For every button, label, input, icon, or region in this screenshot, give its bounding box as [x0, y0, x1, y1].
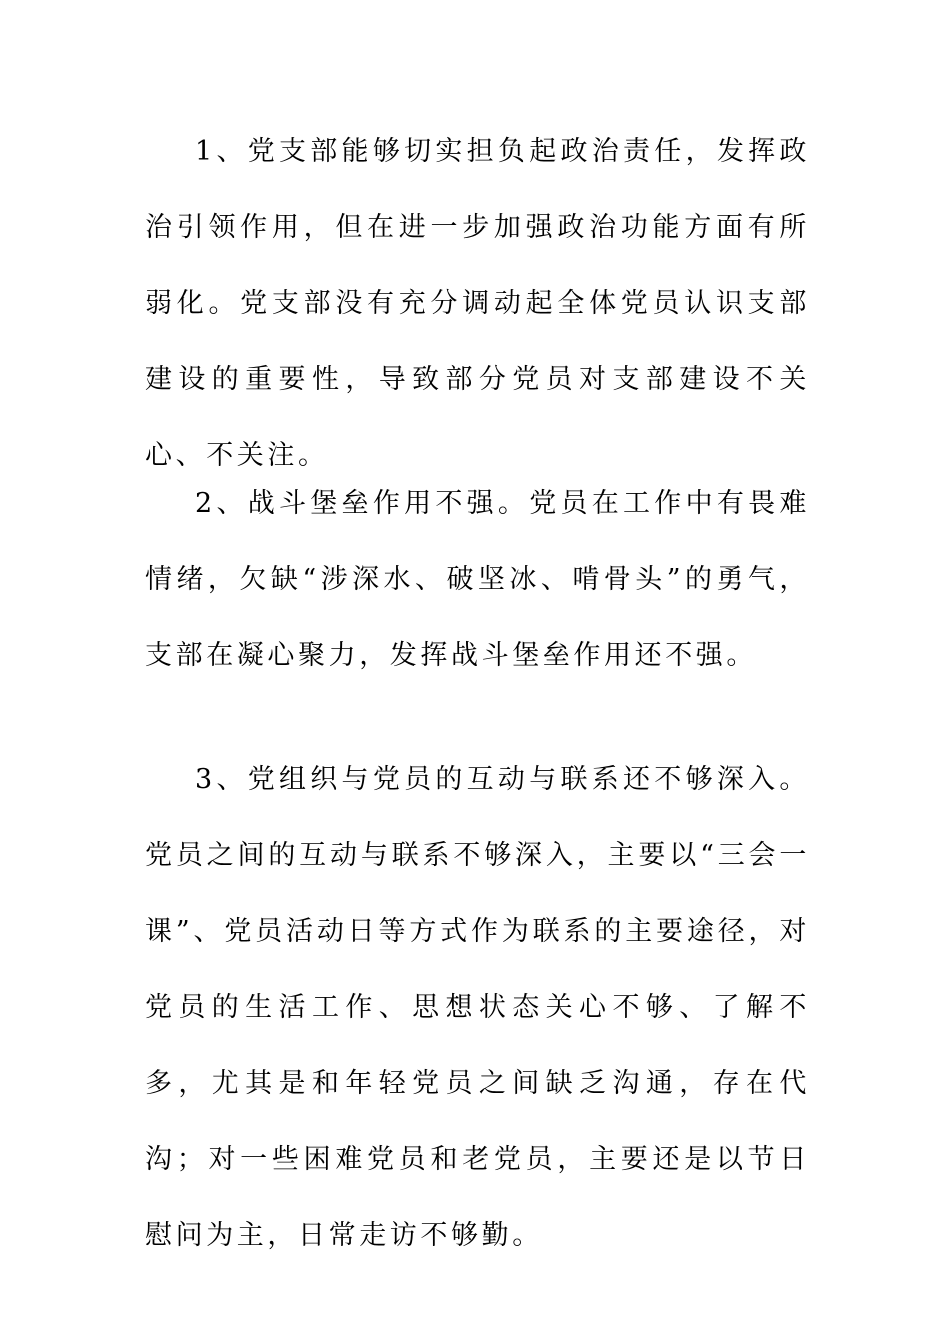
paragraph-2: 2、战斗堡垒作用不强。党员在工作中有畏难情绪，欠缺“涉深水、破坚冰、啃骨头”的勇气，支部在凝心聚力，发挥战斗堡垒作用还不强。: [145, 488, 810, 671]
paragraph-3: 3、党组织与党员的互动与联系还不够深入。党员之间的互动与联系不够深入，主要以“三会一课”、党员活动日等方式作为联系的主要途径，对党员的生活工作、思想状态关心不够、了解不多，尤其是和年轻党员之间缺乏沟通，存在代沟；对一些困难党员和老党员，主要还是以节日慰问为主，日常走访不够勤。: [145, 764, 810, 1251]
paragraph-1: 1、党支部能够切实担负起政治责任，发挥政治引领作用，但在进一步加强政治功能方面有所弱化。党支部没有充分调动起全体党员认识支部建设的重要性，导致部分党员对支部建设不关心、不关注。: [145, 136, 810, 471]
